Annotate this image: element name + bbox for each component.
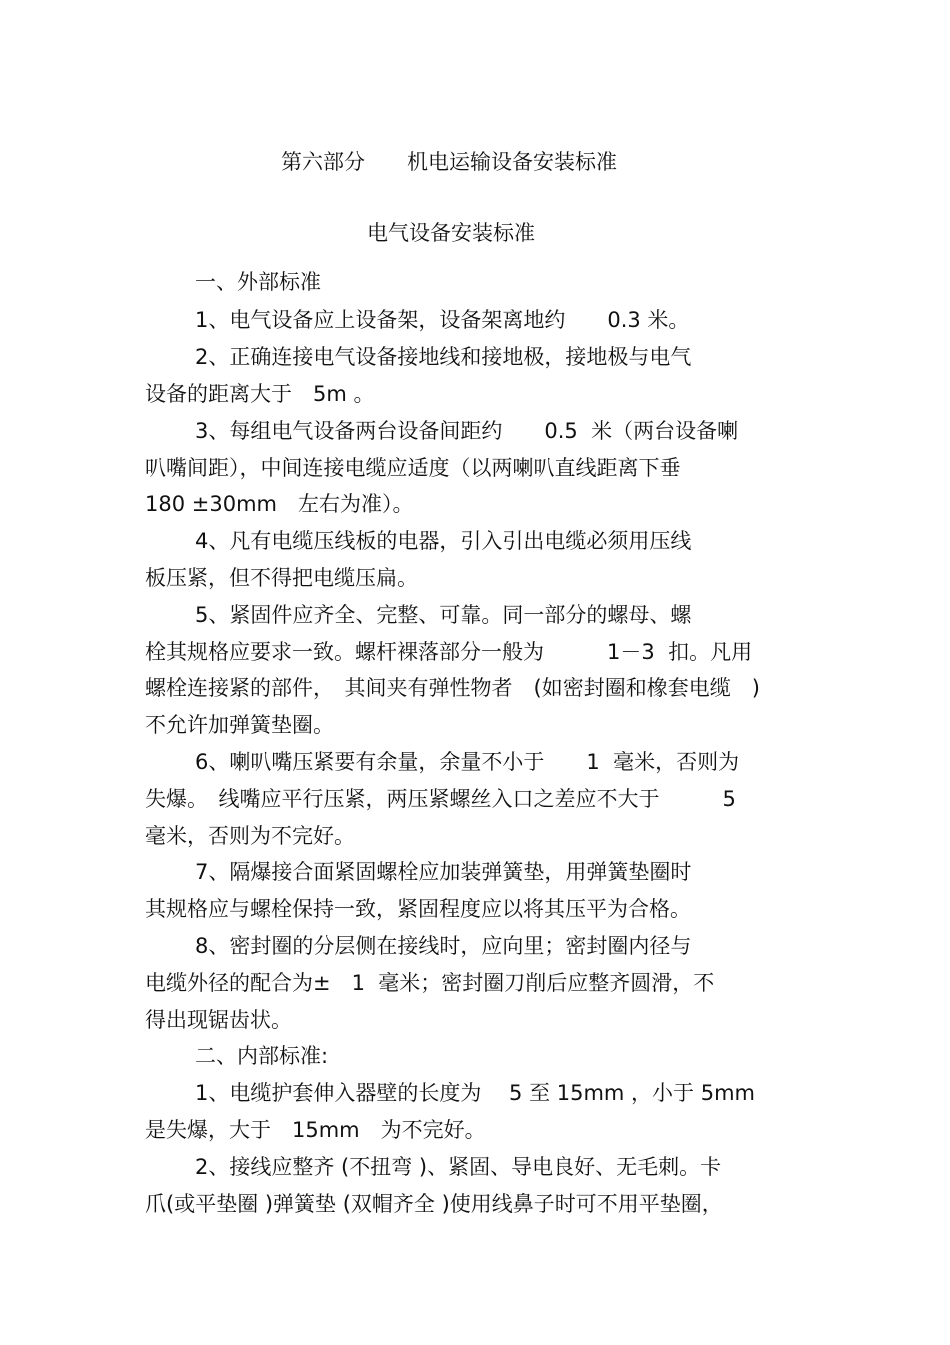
paragraph-line: 3、每组电气设备两台设备间距约 0.5 米（两台设备喇 bbox=[195, 419, 739, 443]
paragraph-line: 板压紧，但不得把电缆压扁。 bbox=[145, 566, 418, 590]
section-heading-internal: 二、内部标准: bbox=[195, 1044, 329, 1068]
paragraph-line: 是失爆，大于 15mm 为不完好。 bbox=[145, 1118, 486, 1142]
paragraph-line: 叭嘴间距），中间连接电缆应适度（以两喇叭直线距离下垂 bbox=[145, 456, 681, 480]
paragraph-line: 不允许加弹簧垫圈。 bbox=[145, 713, 334, 737]
paragraph-line: 2、正确连接电气设备接地线和接地极，接地极与电气 bbox=[195, 345, 692, 369]
paragraph-line: 4、凡有电缆压线板的电器，引入引出电缆必须用压线 bbox=[195, 529, 692, 553]
paragraph-line: 螺栓连接紧的部件， 其间夹有弹性物者 (如密封圈和橡套电缆 ) bbox=[145, 676, 760, 700]
paragraph-line: 5、紧固件应齐全、完整、可靠。同一部分的螺母、螺 bbox=[195, 603, 692, 627]
paragraph-line: 毫米，否则为不完好。 bbox=[145, 824, 355, 848]
paragraph-line: 1、电气设备应上设备架，设备架离地约 0.3 米。 bbox=[195, 308, 690, 332]
document-title: 第六部分 机电运输设备安装标准 bbox=[281, 150, 617, 174]
paragraph-line: 8、密封圈的分层侧在接线时，应向里；密封圈内径与 bbox=[195, 934, 692, 958]
paragraph-line: 设备的距离大于 5m 。 bbox=[145, 382, 375, 406]
paragraph-line: 失爆。 线嘴应平行压紧，两压紧螺丝入口之差应不大于 5 bbox=[145, 787, 736, 811]
section-heading-external: 一、外部标准 bbox=[195, 270, 321, 294]
paragraph-line: 电缆外径的配合为± 1 毫米；密封圈刀削后应整齐圆滑，不 bbox=[145, 971, 715, 995]
paragraph-line: 6、喇叭嘴压紧要有余量，余量不小于 1 毫米，否则为 bbox=[195, 750, 740, 774]
paragraph-line: 7、隔爆接合面紧固螺栓应加装弹簧垫，用弹簧垫圈时 bbox=[195, 860, 692, 884]
paragraph-line: 2、接线应整齐 (不扭弯 )、紧固、导电良好、无毛刺。卡 bbox=[195, 1155, 722, 1179]
paragraph-line: 栓其规格应要求一致。螺杆裸落部分一般为 1－3 扣。凡用 bbox=[145, 640, 753, 664]
paragraph-line: 180 ±30mm 左右为准）。 bbox=[145, 492, 414, 516]
document-subtitle: 电气设备安装标准 bbox=[367, 221, 535, 245]
paragraph-line: 爪(或平垫圈 )弹簧垫 (双帽齐全 )使用线鼻子时可不用平垫圈， bbox=[145, 1192, 723, 1216]
paragraph-line: 其规格应与螺栓保持一致，紧固程度应以将其压平为合格。 bbox=[145, 897, 691, 921]
paragraph-line: 1、电缆护套伸入器壁的长度为 5 至 15mm ，小于 5mm bbox=[195, 1081, 756, 1105]
paragraph-line: 得出现锯齿状。 bbox=[145, 1008, 292, 1032]
